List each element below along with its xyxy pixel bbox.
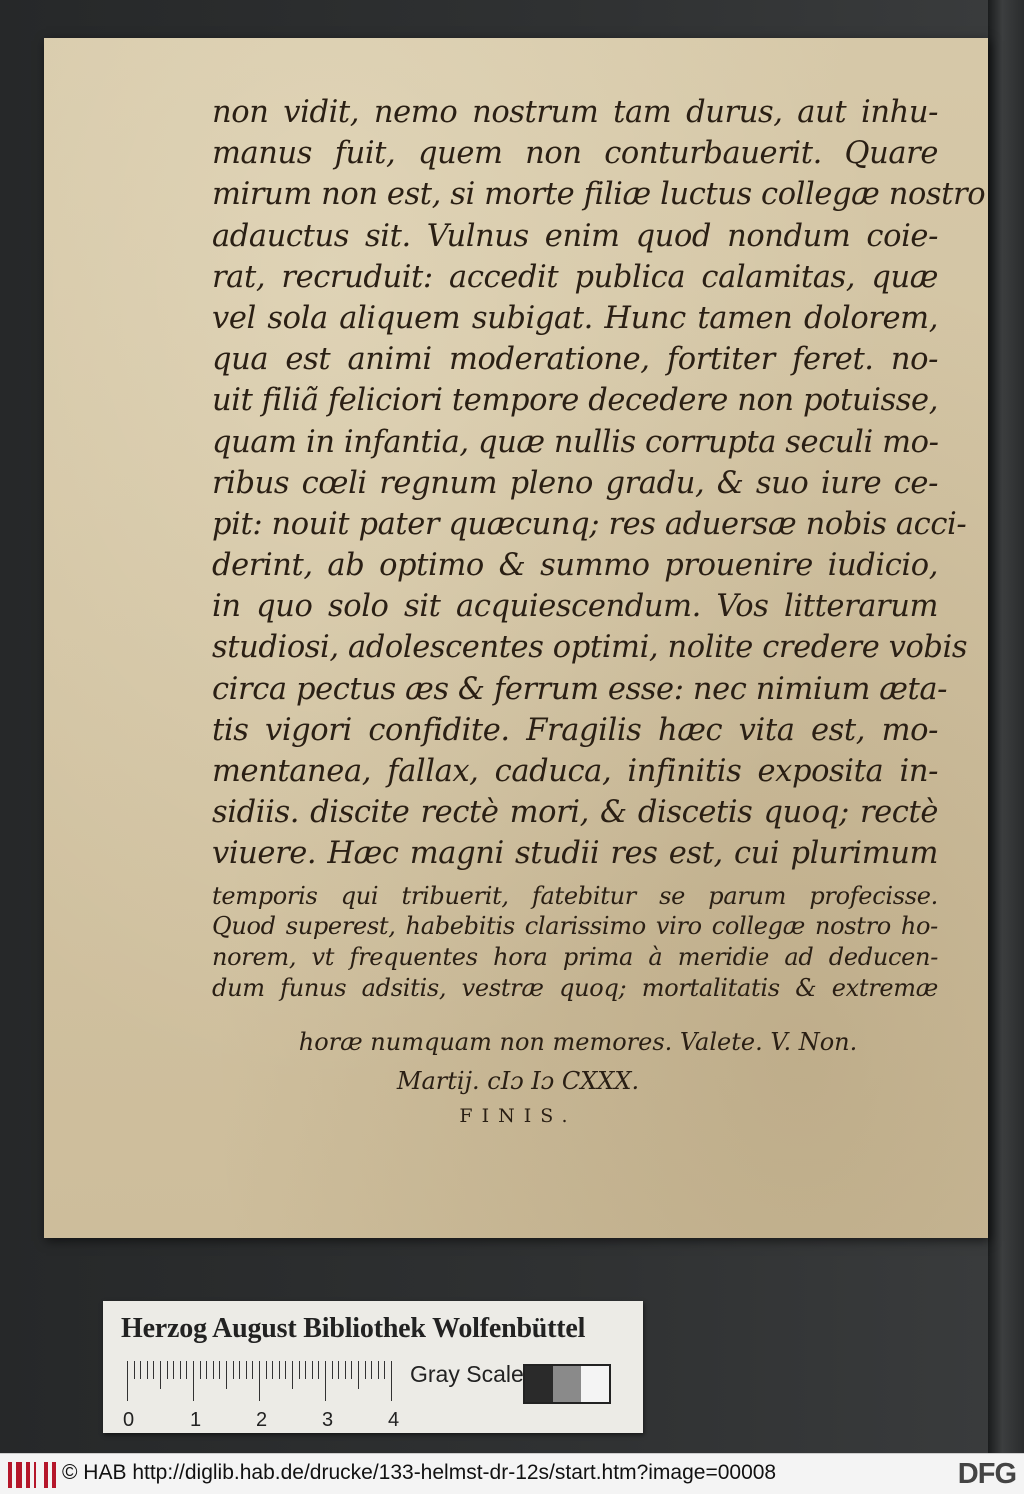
ruler-tick [153, 1361, 154, 1379]
ruler-tick [226, 1361, 227, 1389]
ruler-tick [213, 1361, 214, 1379]
text-line: rat, recruduit: accedit publica calamitas, quæ [212, 259, 938, 295]
ruler-tick [272, 1361, 273, 1379]
text-line: derint, ab optimo & summo prouenire iudicio, [212, 548, 938, 584]
text-line-small: temporis qui tribuerit, fatebitur se parum profecisse. [212, 881, 938, 910]
ruler-tick [266, 1361, 267, 1379]
text-line: viuere. Hæc magni studii res est, cui plurimum [212, 836, 938, 872]
text-line-small: Quod superest, habebitis clarissimo viro collegæ nostro ho- [212, 912, 938, 941]
ruler-tick [279, 1361, 280, 1379]
text-line: sidiis. discite rectè mori, & discetis quoq; rectè [212, 795, 938, 831]
text-line: quam in infantia, quæ nullis corrupta seculi mo- [212, 424, 939, 460]
barcode-bar [44, 1462, 48, 1488]
ruler-tick [332, 1361, 333, 1379]
ruler-tick [173, 1361, 174, 1379]
ruler-tick [167, 1361, 168, 1379]
text-line: studiosi, adolescentes optimi, nolite credere vobis [212, 630, 968, 666]
dfg-logo: DFG [957, 1458, 1016, 1490]
barcode-icon [8, 1462, 48, 1488]
ruler-tick [351, 1361, 352, 1379]
ruler-tick [345, 1361, 346, 1379]
barcode-bar [16, 1462, 22, 1488]
gray-swatch [581, 1366, 609, 1402]
barcode-bar [34, 1462, 36, 1488]
ruler-tick [338, 1361, 339, 1379]
date-line: Martij. cIɔ Iɔ CXXX. [396, 1067, 640, 1095]
closing-line: horæ numquam non memores. Valete. V. Non. [298, 1028, 858, 1056]
ruler-tick [219, 1361, 220, 1379]
book-spine-edge [988, 0, 1024, 1453]
ruler-tick [292, 1361, 293, 1389]
text-line: adauctus sit. Vulnus enim quod nondum coie- [212, 218, 938, 254]
ruler-tick [299, 1361, 300, 1379]
text-line: vel sola aliquem subigat. Hunc tamen dolorem, [212, 300, 938, 336]
text-line: mentanea, fallax, caduca, infinitis exposita in- [212, 754, 938, 789]
ruler-tick [134, 1361, 135, 1379]
ruler-tick [358, 1361, 359, 1389]
gray-scale-label: Gray Scale [410, 1361, 524, 1387]
text-line: pit: nouit pater quæcunq; res aduersæ nobis acci- [212, 506, 967, 542]
ruler-tick [160, 1361, 161, 1389]
library-title: Herzog August Bibliothek Wolfenbüttel [121, 1313, 586, 1344]
copyright-url[interactable]: © HAB http://diglib.hab.de/drucke/133-helmst-dr-12s/start.htm?image=00008 [62, 1461, 777, 1484]
text-line: manus fuit, quem non conturbauerit. Quare [212, 136, 938, 172]
ruler-number: 4 [388, 1409, 400, 1431]
text-line: non vidit, nemo nostrum tam durus, aut inhu- [212, 95, 938, 130]
ruler-tick [239, 1361, 240, 1379]
barcode-bar [8, 1462, 12, 1488]
ruler-tick [391, 1361, 392, 1401]
ruler-tick [325, 1361, 326, 1401]
ruler-tick [147, 1361, 148, 1379]
ruler-tick [200, 1361, 201, 1379]
body-text [212, 92, 986, 1004]
ruler-tick [206, 1361, 207, 1379]
footer-bar [0, 1453, 1024, 1494]
ruler-number: 3 [322, 1409, 334, 1431]
ruler-tick [259, 1361, 260, 1401]
ruler-number: 2 [256, 1409, 268, 1431]
ruler-tick [186, 1361, 187, 1379]
finis-heading: FINIS. [459, 1105, 577, 1127]
text-line: ribus cœli regnum pleno gradu, & suo iure ce- [212, 465, 938, 501]
text-line: qua est animi moderatione, fortiter feret. no- [212, 342, 938, 378]
barcode-bar [26, 1462, 30, 1488]
gray-swatch [553, 1366, 581, 1402]
ruler-tick [384, 1361, 385, 1379]
ruler-tick [233, 1361, 234, 1379]
ruler-tick [318, 1361, 319, 1379]
ruler-tick [371, 1361, 372, 1379]
ruler-number: 0 [123, 1409, 135, 1431]
ruler-tick [312, 1361, 313, 1379]
text-line: uit filiã feliciori tempore decedere non potuisse, [212, 383, 938, 419]
ruler-tick [252, 1361, 253, 1379]
text-line: tis vigori confidite. Fragilis hæc vita est, mo- [212, 712, 938, 748]
gray-swatch [525, 1366, 553, 1402]
ruler-tick [246, 1361, 247, 1379]
text-line: in quo solo sit acquiescendum. Vos litterarum [212, 589, 938, 625]
ruler-tick [180, 1361, 181, 1379]
ruler [127, 1361, 397, 1401]
ruler-tick [285, 1361, 286, 1379]
gray-scale-swatches [523, 1364, 611, 1404]
ruler-tick [378, 1361, 379, 1379]
ruler-tick [127, 1361, 128, 1401]
text-line-small: norem, vt frequentes hora prima à meridie ad deducen- [212, 943, 938, 972]
ruler-tick [365, 1361, 366, 1379]
color-scale-card [103, 1301, 643, 1433]
ruler-tick [140, 1361, 141, 1379]
text-line-small: dum funus adsitis, vestræ quoq; mortalitatis & extremæ [212, 973, 938, 1002]
text-line: circa pectus æs & ferrum esse: nec nimium æta- [212, 671, 948, 707]
ruler-tick [193, 1361, 194, 1401]
text-line: mirum non est, si morte filiæ luctus collegæ nostro [212, 177, 986, 213]
ruler-number: 1 [190, 1409, 202, 1431]
ruler-tick [305, 1361, 306, 1379]
barcode-bar [52, 1462, 56, 1488]
